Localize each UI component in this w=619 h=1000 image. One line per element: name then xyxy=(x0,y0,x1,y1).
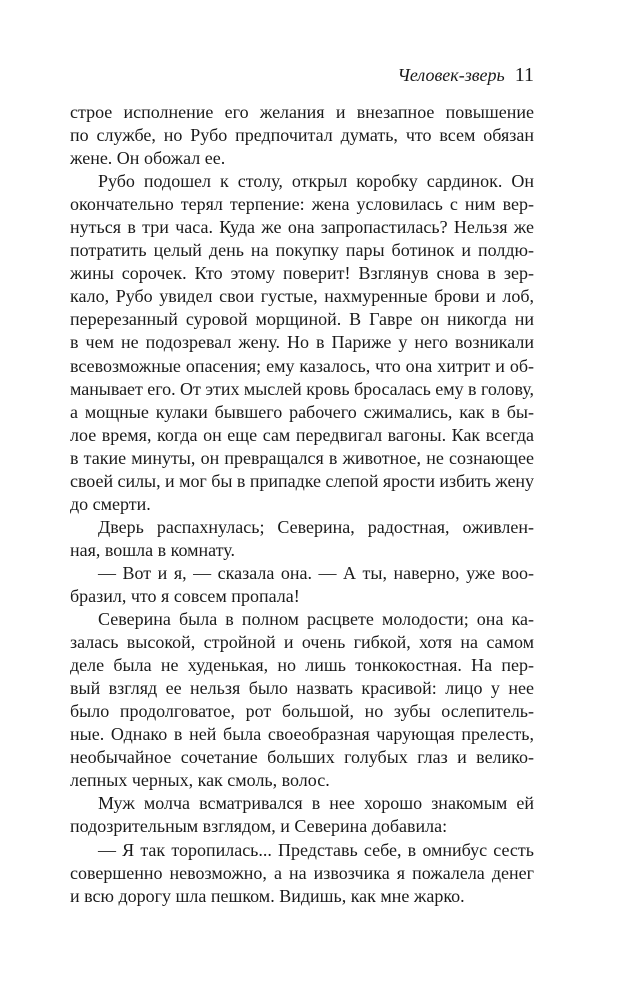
text-line: в чем не подозревал жену. Но в Париже у него возникали xyxy=(70,332,534,353)
text-line: было продолговатое, рот большой, но зубы ослепитель- xyxy=(70,701,534,722)
text-line: Муж молча всматривался в нее хорошо знакомым ей xyxy=(98,793,534,814)
body-text xyxy=(70,101,534,908)
text-line: залась высокой, стройной и очень гибкой, хотя на самом xyxy=(70,632,534,653)
text-line: строе исполнение его желания и внезапное повышение xyxy=(70,102,534,122)
text-line: — Я так торопилась... Представь себе, в омнибус сесть xyxy=(98,839,534,860)
page-number: 11 xyxy=(514,64,534,86)
text-line: Рубо подошел к столу, открыл коробку сардинок. Он xyxy=(98,171,534,192)
text-line: необычайное сочетание больших голубых глаз и велико- xyxy=(70,747,534,768)
text-line: лепных черных, как смоль, волос. xyxy=(70,770,330,791)
text-line: бразил, что я совсем пропала! xyxy=(70,585,300,606)
text-line: до смерти. xyxy=(70,493,151,514)
text-line: кало, Рубо увидел свои густые, нахмуренные брови и лоб, xyxy=(70,286,534,307)
text-line: по службе, но Рубо предпочитал думать, что всем обязан xyxy=(70,125,534,146)
text-line: — Вот и я, — сказала она. — А ты, наверно, уже воо- xyxy=(98,562,534,583)
text-line: окончательно терял терпение: жена условилась с ним вер- xyxy=(70,194,534,215)
text-line: перерезанный суровой морщиной. В Гавре он никогда ни xyxy=(70,309,534,330)
text-line: ные. Однако в ней была своеобразная чарующая прелесть, xyxy=(70,724,534,745)
text-line: потратить целый день на покупку пары ботинок и полдю- xyxy=(70,240,534,261)
text-line: манывает его. От этих мыслей кровь бросалась ему в голову, xyxy=(70,378,534,399)
text-line: лое время, когда он еще сам передвигал вагоны. Как всегда xyxy=(70,424,534,445)
text-line: и всю дорогу шла пешком. Видишь, как мне жарко. xyxy=(70,885,465,906)
text-line: совершенно невозможно, а на извозчика я пожалела денег xyxy=(70,862,534,883)
text-line: деле была не худенькая, но лишь тонкокостная. На пер- xyxy=(70,655,534,676)
text-line: Северина была в полном расцвете молодости; она ка- xyxy=(98,609,534,630)
text-line: всевозможные опасения; ему казалось, что она хитрит и об- xyxy=(70,355,534,376)
text-line: жины сорочек. Кто этому поверит! Взглянув снова в зер- xyxy=(70,263,534,284)
text-line: подозрительным взглядом, и Северина добавила: xyxy=(70,816,448,837)
text-line: нуться в три часа. Куда же она запропастилась? Нельзя же xyxy=(70,217,534,238)
text-line: своей силы, и мог бы в припадке слепой ярости избить жену xyxy=(70,470,535,491)
running-head xyxy=(70,64,534,90)
text-line: жене. Он обожал ее. xyxy=(70,148,226,169)
text-line: ная, вошла в комнату. xyxy=(70,539,235,560)
running-title: Человек-зверь xyxy=(397,65,505,85)
text-line: Дверь распахнулась; Северина, радостная, оживлен- xyxy=(98,516,534,537)
text-line: в такие минуты, он превращался в животное, не сознающее xyxy=(70,447,534,468)
text-line: а мощные кулаки бывшего рабочего сжимались, как в бы- xyxy=(70,401,534,422)
text-line: вый взгляд ее нельзя было назвать красивой: лицо у нее xyxy=(70,678,534,699)
